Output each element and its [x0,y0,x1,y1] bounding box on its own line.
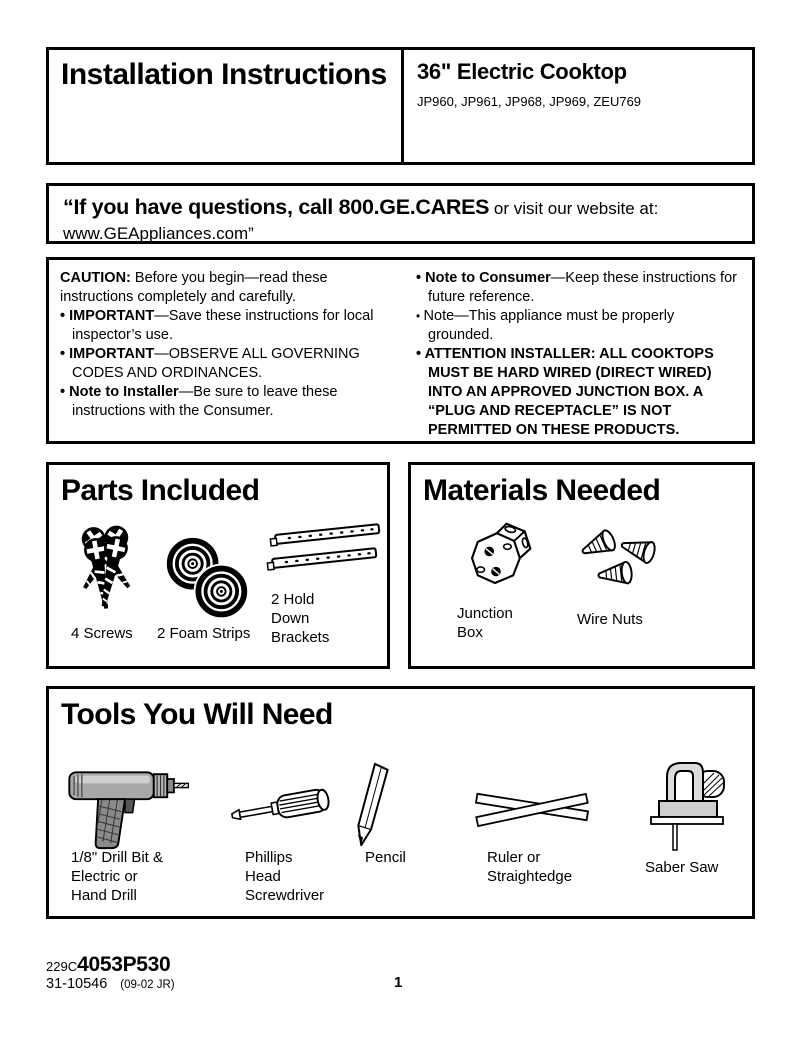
foam-strips-icon [161,535,253,623]
caution-bullet-installer: • Note to Installer—Be sure to leave these instructions with the Consumer. [60,383,402,421]
doc-revision: (09-02 JR) [120,979,175,991]
screwdriver-icon [227,781,337,837]
part-number: 4053P530 [77,953,171,976]
caution-column-right [416,269,741,438]
header-right-cell [404,50,752,162]
tools-needed-box [46,686,755,919]
caution-bullet-consumer: • Note to Consumer—Keep these instructions for future reference. [416,269,741,307]
materials-needed-box [408,462,755,669]
caution-box [46,257,755,444]
page-number: 1 [394,974,403,991]
model-numbers: JP960, JP961, JP968, JP969, ZEU769 [417,94,642,109]
tool-label-screwdriver: Phillips Head Screwdriver [245,849,325,904]
header-box [46,47,755,165]
tools-needed-title: Tools You Will Need [61,698,333,731]
part-number-line [46,953,170,977]
wire-nuts-icon [569,523,669,603]
tool-label-saber-saw: Saber Saw [645,859,719,876]
doc-number-line [46,976,175,992]
hold-down-brackets-icon [265,523,383,583]
parts-included-box [46,462,390,669]
junction-box-icon [449,517,541,605]
part-label-screws: 4 Screws [71,625,133,642]
ruler-icon [469,777,595,841]
caution-column-left [60,269,402,432]
part-label-hold-down-brackets: 2 Hold Down Brackets [271,591,330,646]
product-title: 36" Electric Cooktop [417,59,627,84]
contact-banner [46,183,755,244]
material-label-wire-nuts: Wire Nuts [577,611,643,628]
contact-website-lead: or visit our website at: [489,199,659,218]
contact-line1 [63,192,738,223]
document-title: Installation Instructions [61,58,387,91]
contact-phone-text: “If you have questions, call 800.GE.CARES [63,195,490,219]
caution-bullet-attention: • ATTENTION INSTALLER: ALL COOKTOPS MUST BE HARD WIRED (DIRECT WIRED) INTO AN APPROVED JUNCTION BOX. A “PLUG AND RECEPTACLE” IS NOT PERMITTED ON THESE PRODUCTS. [416,345,741,440]
material-label-junction-box: Junction Box [457,605,513,641]
tool-label-ruler: Ruler or Straightedge [487,849,573,885]
tool-label-drill: 1/8" Drill Bit & Electric or Hand Drill [71,849,164,904]
drill-icon [57,755,193,851]
doc-number: 31-10546 [46,976,108,992]
caution-bullet-grounded: • Note—This appliance must be properly grounded. [416,307,741,345]
parts-included-title: Parts Included [61,474,260,507]
caution-intro: CAUTION: Before you begin—read these instructions completely and carefully. [60,270,328,305]
saber-saw-icon [641,755,731,857]
materials-needed-title: Materials Needed [423,474,661,507]
caution-bullet-codes: • IMPORTANT—OBSERVE ALL GOVERNING CODES AND ORDINANCES. [60,345,402,383]
tool-label-pencil: Pencil [365,849,406,866]
screws-icon [63,523,151,623]
part-number-prefix: 229C [46,959,78,974]
header-left-cell [49,50,404,162]
website-url: www.GEAppliances.com” [63,224,254,244]
caution-bullet-save: • IMPORTANT—Save these instructions for local inspector’s use. [60,307,402,345]
pencil-icon [345,761,399,853]
part-label-foam-strips: 2 Foam Strips [157,625,251,642]
